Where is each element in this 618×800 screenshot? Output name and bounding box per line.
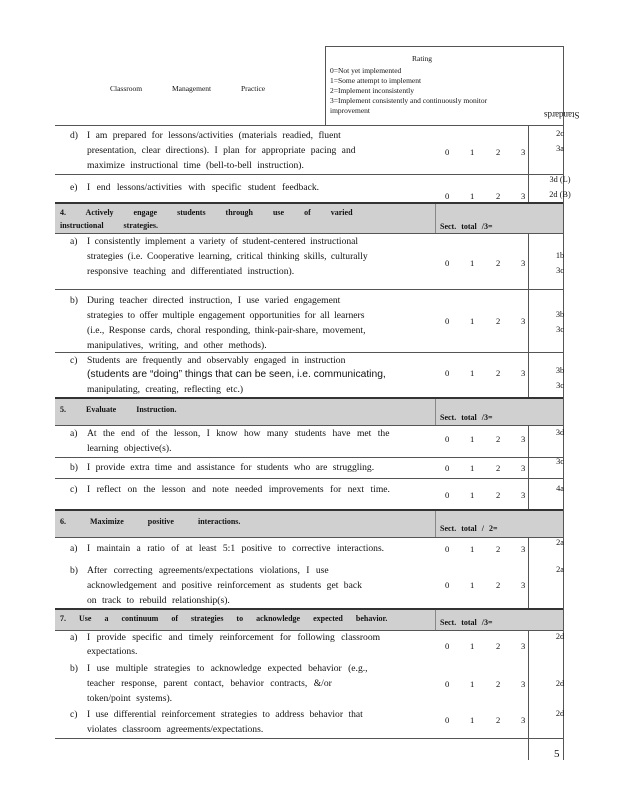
score-3[interactable]: 3 xyxy=(521,641,526,651)
item-line: I end lessons/activities with specific student feedback. xyxy=(87,182,320,193)
score-2[interactable]: 2 xyxy=(496,258,501,268)
score-0[interactable]: 0 xyxy=(445,368,450,378)
standard-code: 3c xyxy=(556,457,564,466)
item-line: manipulating, creating, reflecting etc.) xyxy=(87,384,244,395)
standard-code: 3c xyxy=(556,325,564,334)
item-line: I am prepared for lessons/activities (materials readied, fluent xyxy=(87,130,341,141)
score-3[interactable]: 3 xyxy=(521,147,526,157)
item-line: token/point systems). xyxy=(87,693,173,704)
score-3[interactable]: 3 xyxy=(521,434,526,444)
score-2[interactable]: 2 xyxy=(496,463,501,473)
item-letter: a) xyxy=(70,543,78,554)
table-bottom-rule xyxy=(55,738,563,739)
item-letter: e) xyxy=(70,182,78,193)
item-line: manipulatives, writing, and other methods). xyxy=(87,340,267,351)
score-0[interactable]: 0 xyxy=(445,258,450,268)
section-title: 6. Maximize positive interactions. xyxy=(60,517,241,526)
page-number: 5 xyxy=(554,748,560,760)
section-divider xyxy=(435,610,436,630)
score-2[interactable]: 2 xyxy=(496,191,501,201)
score-3[interactable]: 3 xyxy=(521,368,526,378)
score-1[interactable]: 1 xyxy=(470,316,475,326)
score-0[interactable]: 0 xyxy=(445,434,450,444)
standard-code: 3c xyxy=(556,266,564,275)
standards-header: Standards xyxy=(544,110,580,120)
section-total: Sect. total /3= xyxy=(440,618,493,627)
row-rule xyxy=(55,478,563,479)
section-title: 4. Actively engage students through use of varied instructional strategies. xyxy=(60,208,353,230)
score-3[interactable]: 3 xyxy=(521,679,526,689)
item-line: presentation, clear directions). I plan for appropriate pacing and xyxy=(87,145,356,156)
item-line: strategies (i.e. Cooperative learning, critical thinking skills, culturally xyxy=(87,251,368,262)
section-title: 7. Use a continuum of strategies to acknowledge expected behavior. xyxy=(60,614,388,623)
score-1[interactable]: 1 xyxy=(470,191,475,201)
score-2[interactable]: 2 xyxy=(496,147,501,157)
item-letter: b) xyxy=(70,462,78,473)
rating-legend-1: 1=Some attempt to implement xyxy=(330,76,422,85)
score-1[interactable]: 1 xyxy=(470,715,475,725)
score-3[interactable]: 3 xyxy=(521,544,526,554)
score-1[interactable]: 1 xyxy=(470,463,475,473)
row-rule xyxy=(55,457,563,458)
item-line: teacher response, parent contact, behavior contracts, &/or xyxy=(87,678,332,689)
score-0[interactable]: 0 xyxy=(445,147,450,157)
score-0[interactable]: 0 xyxy=(445,679,450,689)
item-letter: c) xyxy=(70,484,78,495)
item-line: During teacher directed instruction, I use varied engagement xyxy=(87,295,341,306)
rating-title: Rating xyxy=(412,54,432,63)
item-line: I use multiple strategies to acknowledge expected behavior (e.g., xyxy=(87,663,368,674)
item-line: violates classroom agreements/expectations. xyxy=(87,724,264,735)
score-1[interactable]: 1 xyxy=(470,258,475,268)
standard-code: 3a xyxy=(556,144,564,153)
score-3[interactable]: 3 xyxy=(521,316,526,326)
practice-header: Classroom Management Practice xyxy=(110,84,266,93)
standard-code: 2a xyxy=(556,565,564,574)
row-rule xyxy=(55,174,563,175)
header-bottom-rule xyxy=(55,125,563,126)
score-0[interactable]: 0 xyxy=(445,544,450,554)
item-line: I provide specific and timely reinforcement for following classroom xyxy=(87,632,381,643)
score-1[interactable]: 1 xyxy=(470,679,475,689)
item-line: I provide extra time and assistance for students who are struggling. xyxy=(87,462,375,473)
item-line: maximize instructional time (bell-to-bell instruction). xyxy=(87,160,304,171)
item-line: acknowledgement and positive reinforcement as students get back xyxy=(87,580,362,591)
score-2[interactable]: 2 xyxy=(496,368,501,378)
score-3[interactable]: 3 xyxy=(521,580,526,590)
score-2[interactable]: 2 xyxy=(496,316,501,326)
item-letter: b) xyxy=(70,565,78,576)
item-line: At the end of the lesson, I know how many students have met the xyxy=(87,428,390,439)
item-line: (i.e., Response cards, choral responding, think-pair-share, movement, xyxy=(87,325,366,336)
score-0[interactable]: 0 xyxy=(445,490,450,500)
item-line: learning objective(s). xyxy=(87,443,172,454)
score-1[interactable]: 1 xyxy=(470,147,475,157)
standard-code: 2a xyxy=(556,538,564,547)
score-2[interactable]: 2 xyxy=(496,434,501,444)
score-2[interactable]: 2 xyxy=(496,580,501,590)
section-total: Sect. total / 2= xyxy=(440,524,498,533)
item-line: expectations. xyxy=(87,646,138,657)
item-line: on track to rebuild relationship(s). xyxy=(87,595,230,606)
item-line: I consistently implement a variety of student-centered instructional xyxy=(87,236,359,247)
score-0[interactable]: 0 xyxy=(445,641,450,651)
header-top-rule xyxy=(325,46,563,47)
standard-code: 3d xyxy=(555,428,565,437)
score-3[interactable]: 3 xyxy=(521,490,526,500)
score-1[interactable]: 1 xyxy=(470,580,475,590)
item-line: I reflect on the lesson and note needed improvements for next time. xyxy=(87,484,390,495)
score-0[interactable]: 0 xyxy=(445,316,450,326)
score-2[interactable]: 2 xyxy=(496,715,501,725)
item-letter: b) xyxy=(70,663,78,674)
score-3[interactable]: 3 xyxy=(521,258,526,268)
section-total: Sect. total /3= xyxy=(440,222,493,231)
standard-code: 2d xyxy=(555,709,565,718)
section-total: Sect. total /3= xyxy=(440,413,493,422)
standard-code: 2d xyxy=(555,632,565,641)
standard-code: 3b xyxy=(555,366,565,375)
score-2[interactable]: 2 xyxy=(496,544,501,554)
item-letter: c) xyxy=(70,355,78,366)
standard-code: 2d (B) xyxy=(549,190,571,199)
item-line: I use differential reinforcement strategies to address behavior that xyxy=(87,709,363,720)
standard-code: 1b xyxy=(555,251,565,260)
item-line: strategies to offer multiple engagement opportunities for all learners xyxy=(87,310,365,321)
score-0[interactable]: 0 xyxy=(445,463,450,473)
item-line: (students are “doing” things that can be seen, i.e. communicating, xyxy=(87,369,386,380)
section-divider xyxy=(435,399,436,425)
score-3[interactable]: 3 xyxy=(521,715,526,725)
section-rule xyxy=(55,537,563,538)
rating-legend-2: 2=Implement inconsistently xyxy=(330,86,415,95)
score-1[interactable]: 1 xyxy=(470,368,475,378)
item-letter: b) xyxy=(70,295,78,306)
item-line: Students are frequently and observably engaged in instruction xyxy=(87,355,346,366)
score-0[interactable]: 0 xyxy=(445,580,450,590)
item-letter: a) xyxy=(70,428,78,439)
score-1[interactable]: 1 xyxy=(470,490,475,500)
score-1[interactable]: 1 xyxy=(470,434,475,444)
score-2[interactable]: 2 xyxy=(496,641,501,651)
section-divider xyxy=(435,204,436,233)
standard-code: 3c xyxy=(556,381,564,390)
item-letter: a) xyxy=(70,236,78,247)
item-letter: a) xyxy=(70,632,78,643)
item-line: responsive teaching and differentiated instruction). xyxy=(87,266,295,277)
item-line: I maintain a ratio of at least 5:1 positive to corrective interactions. xyxy=(87,543,385,554)
standard-code: 2d xyxy=(555,679,565,688)
rating-legend-3: 3=Implement consistently and continuously monitor improvement xyxy=(330,96,488,115)
section-title: 5. Evaluate Instruction. xyxy=(60,405,177,414)
item-line: After correcting agreements/expectations violations, I use xyxy=(87,565,329,576)
header-divider xyxy=(325,46,326,125)
rating-legend-0: 0=Not yet implemented xyxy=(330,66,402,75)
score-3[interactable]: 3 xyxy=(521,191,526,201)
standard-code: 4a xyxy=(556,484,564,493)
item-letter: d) xyxy=(70,130,78,141)
standard-code: 2c xyxy=(556,129,564,138)
score-0[interactable]: 0 xyxy=(445,191,450,201)
row-rule xyxy=(55,289,563,290)
score-2[interactable]: 2 xyxy=(496,490,501,500)
standard-code: 3b xyxy=(555,310,565,319)
item-letter: c) xyxy=(70,709,78,720)
section-divider xyxy=(435,511,436,537)
score-0[interactable]: 0 xyxy=(445,715,450,725)
score-3[interactable]: 3 xyxy=(521,463,526,473)
score-1[interactable]: 1 xyxy=(470,641,475,651)
standard-code: 3d (L) xyxy=(549,175,571,184)
score-1[interactable]: 1 xyxy=(470,544,475,554)
score-2[interactable]: 2 xyxy=(496,679,501,689)
